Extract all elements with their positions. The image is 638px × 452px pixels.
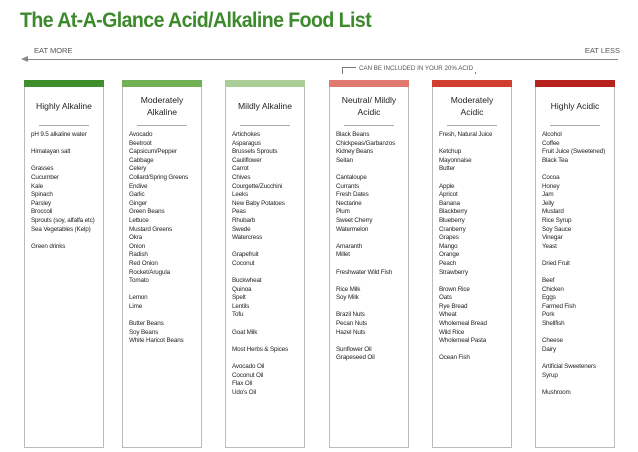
food-item: Wheat xyxy=(439,311,457,319)
food-item: Cantaloupe xyxy=(336,173,367,181)
food-item: Soy Milk xyxy=(336,294,359,302)
food-item: Apple xyxy=(439,182,455,190)
food-item: Pecan Nuts xyxy=(336,320,368,328)
food-item: Nectarine xyxy=(336,199,362,207)
food-item: Courgette/Zucchini xyxy=(232,182,283,190)
food-item: Endive xyxy=(129,182,148,190)
food-item: Carrot xyxy=(232,165,249,173)
food-item: Peach xyxy=(439,259,457,267)
column-color-bar xyxy=(225,80,305,87)
food-item: Chickpeas/Garbanzos xyxy=(336,139,396,147)
food-item: Eggs xyxy=(542,294,556,302)
food-item: Collard/Spring Greens xyxy=(129,173,189,181)
food-item: Yeast xyxy=(542,242,557,250)
food-item: Chives xyxy=(232,173,251,181)
food-item: Parsley xyxy=(31,199,51,207)
column-divider xyxy=(240,125,290,126)
food-item: Tofu xyxy=(232,311,244,319)
food-item: Spelt xyxy=(232,294,246,302)
food-item: Okra xyxy=(129,234,143,242)
food-item: Strawberry xyxy=(439,268,468,276)
food-item: Plum xyxy=(336,208,350,216)
food-item: Soy Sauce xyxy=(542,225,572,233)
group-spacer xyxy=(232,243,302,252)
food-item: Sunflower Oil xyxy=(336,345,372,353)
food-item: Coconut Oil xyxy=(232,371,264,379)
group-spacer xyxy=(232,354,302,363)
group-spacer xyxy=(542,354,612,363)
food-item: Quinoa xyxy=(232,285,252,293)
column-divider xyxy=(550,125,600,126)
food-item: Swede xyxy=(232,225,251,233)
column-color-bar xyxy=(24,80,104,87)
food-item: Radish xyxy=(129,251,148,259)
column-heading: Highly Acidic xyxy=(550,101,600,112)
food-item: Butter xyxy=(439,165,455,173)
acid-bracket-note: CAN BE INCLUDED IN YOUR 20% ACID xyxy=(356,65,476,72)
food-item: Watermelon xyxy=(336,225,369,233)
group-spacer xyxy=(336,234,406,243)
food-item: Mustard xyxy=(542,208,564,216)
food-item: Udo's Oil xyxy=(232,388,256,396)
food-item: Cabbage xyxy=(129,156,154,164)
food-item: Artichokes xyxy=(232,131,260,138)
food-item: Coconut xyxy=(232,259,255,267)
food-list xyxy=(232,131,302,397)
food-item: Garlic xyxy=(129,191,145,199)
food-item: Cauliflower xyxy=(232,156,262,164)
food-item: Black Tea xyxy=(542,156,568,164)
food-item: Wholemeal Bread xyxy=(439,320,487,328)
group-spacer xyxy=(542,329,612,338)
food-item: Jelly xyxy=(542,199,554,207)
group-spacer xyxy=(129,286,199,295)
column-highly-alkaline xyxy=(24,80,104,448)
food-item: Freshwater Wild Fish xyxy=(336,268,393,276)
column-divider xyxy=(137,125,187,126)
food-item: Fresh, Natural Juice xyxy=(439,131,493,138)
column-heading xyxy=(433,92,511,122)
column-heading xyxy=(330,92,408,122)
food-item: Orange xyxy=(439,251,460,259)
group-spacer xyxy=(336,165,406,174)
group-spacer xyxy=(336,277,406,286)
food-item: Lemon xyxy=(129,294,148,302)
column-heading: Highly Alkaline xyxy=(36,101,92,112)
food-item: Asparagus xyxy=(232,139,261,147)
eat-more-label: EAT MORE xyxy=(34,46,73,55)
column-color-bar xyxy=(122,80,202,87)
food-item: Avocado xyxy=(129,131,153,138)
group-spacer xyxy=(232,337,302,346)
group-spacer xyxy=(439,140,509,149)
eat-less-label: EAT LESS xyxy=(584,46,620,55)
column-heading-text: Moderately Alkaline xyxy=(140,95,184,117)
group-spacer xyxy=(31,234,101,243)
food-item: Ketchup xyxy=(439,148,462,156)
group-spacer xyxy=(439,174,509,183)
food-item: Kidney Beans xyxy=(336,148,374,156)
column-heading xyxy=(123,92,201,122)
food-item: Fruit Juice (Sweetened) xyxy=(542,148,606,156)
food-item: Artificial Sweeteners xyxy=(542,363,596,371)
food-item: Peas xyxy=(232,208,246,216)
food-item: Beetroot xyxy=(129,139,152,147)
food-item: Coffee xyxy=(542,139,560,147)
column-divider xyxy=(39,125,89,126)
group-spacer xyxy=(439,277,509,286)
food-item: Hazel Nuts xyxy=(336,328,366,336)
food-item: Mushroom xyxy=(542,388,571,396)
food-item: Grapeseed Oil xyxy=(336,354,375,362)
food-item: New Baby Potatoes xyxy=(232,199,285,207)
column-highly-acidic xyxy=(535,80,615,448)
food-item: Goat Milk xyxy=(232,328,258,336)
food-item: Rocket/Arugula xyxy=(129,268,170,276)
food-item: Grapefruit xyxy=(232,251,259,259)
column-color-bar xyxy=(535,80,615,87)
column-moderately-alkaline xyxy=(122,80,202,448)
food-item: Vinegar xyxy=(542,234,563,242)
group-spacer xyxy=(542,251,612,260)
food-item: Millet xyxy=(336,251,350,259)
group-spacer xyxy=(336,260,406,269)
food-item: Shellfish xyxy=(542,320,565,328)
food-item: Mustard Greens xyxy=(129,225,173,233)
food-item: Seitan xyxy=(336,156,353,164)
food-item: Alcohol xyxy=(542,131,562,138)
food-item: Mayonnaise xyxy=(439,156,472,164)
food-item: Rhubarb xyxy=(232,216,256,224)
group-spacer xyxy=(439,346,509,355)
food-item: Soy Beans xyxy=(129,328,159,336)
food-item: Broccoli xyxy=(31,208,53,216)
group-spacer xyxy=(542,269,612,278)
food-item: Black Beans xyxy=(336,131,370,138)
food-item: Blueberry xyxy=(439,216,465,224)
column-heading-text: Neutral/ Mildly Acidic xyxy=(341,95,397,117)
group-spacer xyxy=(336,337,406,346)
food-item: Capsicum/Pepper xyxy=(129,148,177,156)
food-item: Green Beans xyxy=(129,208,165,216)
food-item: Buckwheat xyxy=(232,277,262,285)
column-heading: Mildly Alkaline xyxy=(238,101,292,112)
column-divider xyxy=(344,125,394,126)
food-item: Sweet Cherry xyxy=(336,216,373,224)
food-item: Blackberry xyxy=(439,208,468,216)
food-item: Kale xyxy=(31,182,44,190)
scale-arrow-line xyxy=(26,59,618,60)
column-color-bar xyxy=(432,80,512,87)
food-item: Farmed Fish xyxy=(542,302,576,310)
food-item: Cheese xyxy=(542,337,563,345)
food-item: Rye Bread xyxy=(439,302,468,310)
food-item: Onion xyxy=(129,242,146,250)
food-item: Chicken xyxy=(542,285,564,293)
food-list xyxy=(439,131,509,363)
food-item: Sprouts (soy, alfalfa etc) xyxy=(31,216,95,224)
food-item: Lettuce xyxy=(129,216,149,224)
food-item: Banana xyxy=(439,199,460,207)
food-item: Fresh Dates xyxy=(336,191,369,199)
food-item: White Haricot Beans xyxy=(129,337,184,345)
page-title: The At-A-Glance Acid/Alkaline Food List xyxy=(20,9,372,32)
food-item: Oats xyxy=(439,294,452,302)
food-item: Apricot xyxy=(439,191,458,199)
column-neutral-mildly-acidic xyxy=(329,80,409,448)
food-list xyxy=(542,131,612,397)
food-item: Rice Syrup xyxy=(542,216,572,224)
food-item: Mango xyxy=(439,242,458,250)
food-item: Cranberry xyxy=(439,225,466,233)
group-spacer xyxy=(232,320,302,329)
food-item: Red Onion xyxy=(129,259,158,267)
food-item: Celery xyxy=(129,165,147,173)
food-item: Cucumber xyxy=(31,173,59,181)
food-item: Butter Beans xyxy=(129,320,164,328)
column-heading-text: Moderately Acidic xyxy=(450,95,494,117)
group-spacer xyxy=(31,157,101,166)
group-spacer xyxy=(232,269,302,278)
food-list xyxy=(31,131,101,251)
food-item: pH 9.5 alkaline water xyxy=(31,131,87,138)
food-item: Brussels Sprouts xyxy=(232,148,278,156)
food-list xyxy=(336,131,406,363)
group-spacer xyxy=(129,311,199,320)
food-item: Tomato xyxy=(129,277,149,285)
column-mildly-alkaline xyxy=(225,80,305,448)
food-item: Dairy xyxy=(542,345,556,353)
food-item: Watercress xyxy=(232,234,263,242)
food-item: Rice Milk xyxy=(336,285,361,293)
food-item: Pork xyxy=(542,311,555,319)
food-item: Cocoa xyxy=(542,173,560,181)
food-item: Jam xyxy=(542,191,554,199)
column-color-bar xyxy=(329,80,409,87)
food-item: Grapes xyxy=(439,234,459,242)
group-spacer xyxy=(31,140,101,149)
food-item: Spinach xyxy=(31,191,53,199)
food-list xyxy=(129,131,199,346)
food-item: Ginger xyxy=(129,199,147,207)
food-item: Wholemeal Pasta xyxy=(439,337,487,345)
food-item: Brazil Nuts xyxy=(336,311,365,319)
group-spacer xyxy=(336,303,406,312)
food-item: Sea Vegetables (Kelp) xyxy=(31,225,91,233)
food-item: Green drinks xyxy=(31,242,66,250)
food-item: Ocean Fish xyxy=(439,354,470,362)
column-moderately-acidic xyxy=(432,80,512,448)
food-item: Most Herbs & Spices xyxy=(232,345,288,353)
food-item: Brown Rice xyxy=(439,285,470,293)
food-item: Dried Fruit xyxy=(542,259,570,267)
food-item: Avocado Oil xyxy=(232,363,265,371)
food-item: Flax Oil xyxy=(232,380,253,388)
food-item: Himalayan salt xyxy=(31,148,71,156)
food-item: Beef xyxy=(542,277,555,285)
food-item: Honey xyxy=(542,182,560,190)
food-item: Grasses xyxy=(31,165,54,173)
food-item: Lentils xyxy=(232,302,250,310)
group-spacer xyxy=(542,165,612,174)
group-spacer xyxy=(542,380,612,389)
food-item: Lime xyxy=(129,302,143,310)
food-item: Leeks xyxy=(232,191,249,199)
column-divider xyxy=(447,125,497,126)
food-item: Currants xyxy=(336,182,359,190)
food-item: Syrup xyxy=(542,371,558,379)
food-item: Amaranth xyxy=(336,242,363,250)
food-item: Wild Rice xyxy=(439,328,465,336)
